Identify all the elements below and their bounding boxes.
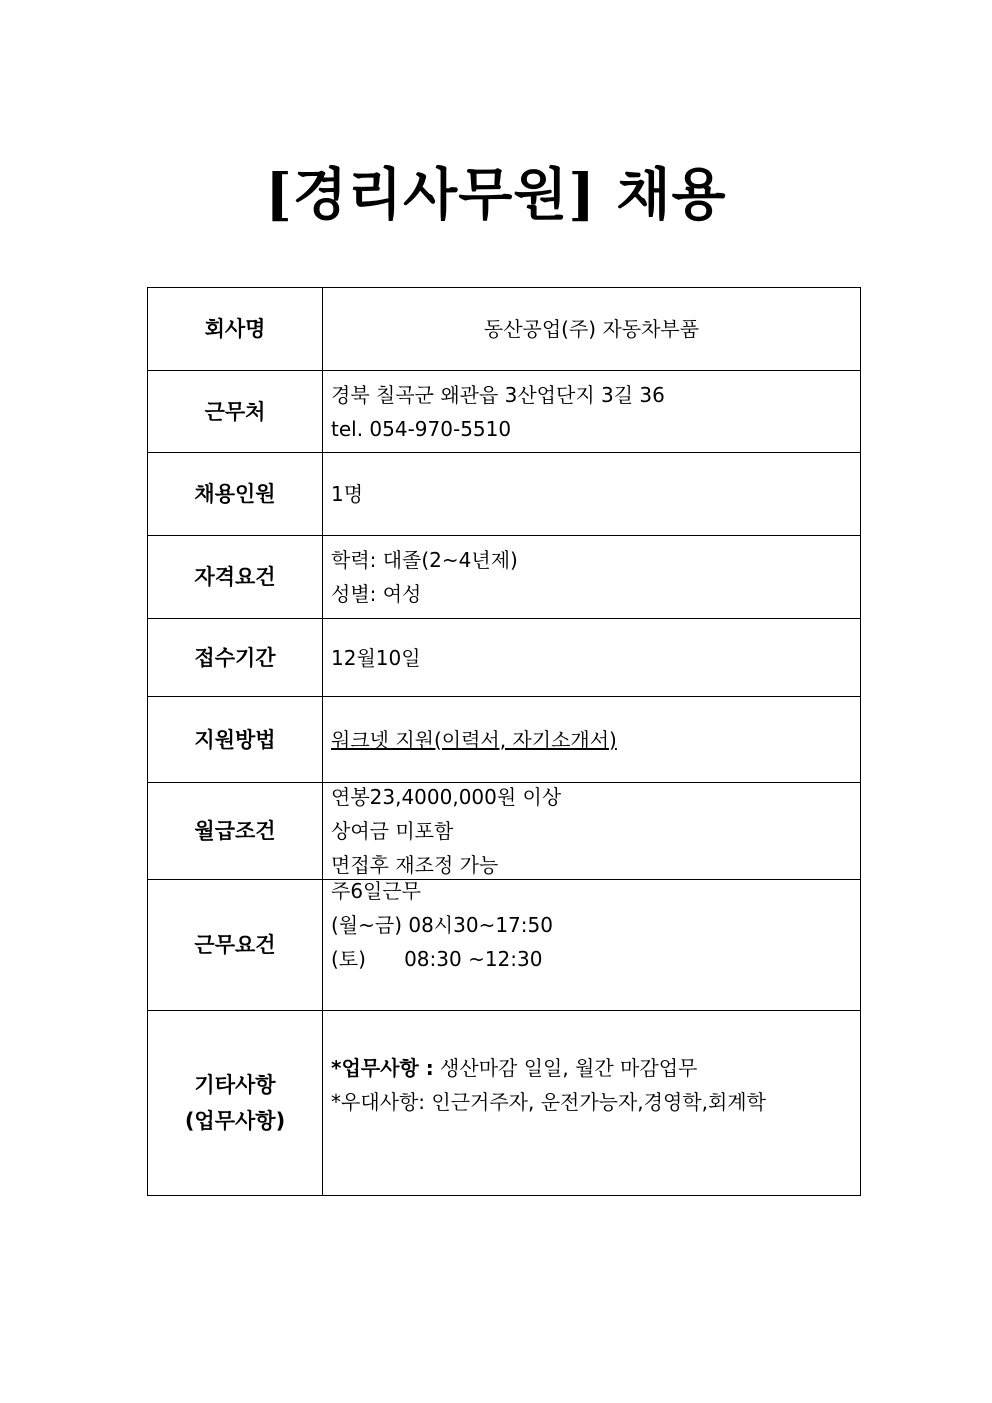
- value-headcount: 1명: [323, 453, 861, 536]
- value-salary: [323, 783, 861, 880]
- value-company: 동산공업(주) 자동차부품: [323, 288, 861, 371]
- salary-line-1: 연봉23,4000,000원 이상: [331, 785, 562, 809]
- row-etc: [148, 1011, 861, 1196]
- page-title: [경리사무원] 채용: [265, 162, 727, 228]
- salary-line-3: 면접후 재조정 가능: [331, 853, 499, 877]
- value-period: 12월10일: [323, 619, 861, 697]
- value-workplace: [323, 371, 861, 453]
- label-etc-line-2: (업무사항): [184, 1109, 286, 1133]
- row-hours: [148, 880, 861, 1011]
- label-workplace: 근무처: [148, 371, 323, 453]
- workplace-address: 경북 칠곡군 왜관읍 3산업단지 3길 36: [331, 382, 665, 407]
- row-qualification: [148, 536, 861, 619]
- label-salary: 월급조건: [148, 783, 323, 880]
- value-qualification: [323, 536, 861, 619]
- row-salary: [148, 783, 861, 880]
- value-etc: [323, 1011, 861, 1196]
- value-method: [323, 697, 861, 783]
- value-hours: [323, 880, 861, 1011]
- label-method: 지원방법: [148, 697, 323, 783]
- label-period: 접수기간: [148, 619, 323, 697]
- etc-duty-text: 생산마감 일일, 월간 마감업무: [433, 1056, 698, 1080]
- row-company: [148, 288, 861, 371]
- label-hours: 근무요건: [148, 880, 323, 1011]
- label-headcount: 채용인원: [148, 453, 323, 536]
- qualification-gender: 성별: 여성: [331, 582, 422, 606]
- method-link-text: 워크넷 지원(이력서, 자기소개서): [331, 727, 617, 752]
- hours-line-3: (토) 08:30 ~12:30: [331, 947, 543, 971]
- row-method: [148, 697, 861, 783]
- job-info-table: [147, 287, 861, 1196]
- label-qualification: 자격요건: [148, 536, 323, 619]
- workplace-tel: tel. 054-970-5510: [331, 416, 512, 441]
- hours-line-1: 주6일근무: [331, 880, 422, 903]
- label-etc-line-1: 기타사항: [194, 1073, 276, 1097]
- etc-preference: *우대사항: 인근거주자, 운전가능자,경영학,회계학: [331, 1090, 766, 1114]
- label-etc: [148, 1011, 323, 1196]
- row-period: [148, 619, 861, 697]
- row-headcount: [148, 453, 861, 536]
- salary-line-2: 상여금 미포함: [331, 819, 454, 843]
- etc-duty-heading: *업무사항 :: [331, 1056, 434, 1080]
- qualification-education: 학력: 대졸(2~4년제): [331, 548, 518, 572]
- hours-line-2: (월~금) 08시30~17:50: [331, 913, 553, 937]
- label-company: 회사명: [148, 288, 323, 371]
- row-workplace: [148, 371, 861, 453]
- etc-duty: [331, 1051, 860, 1085]
